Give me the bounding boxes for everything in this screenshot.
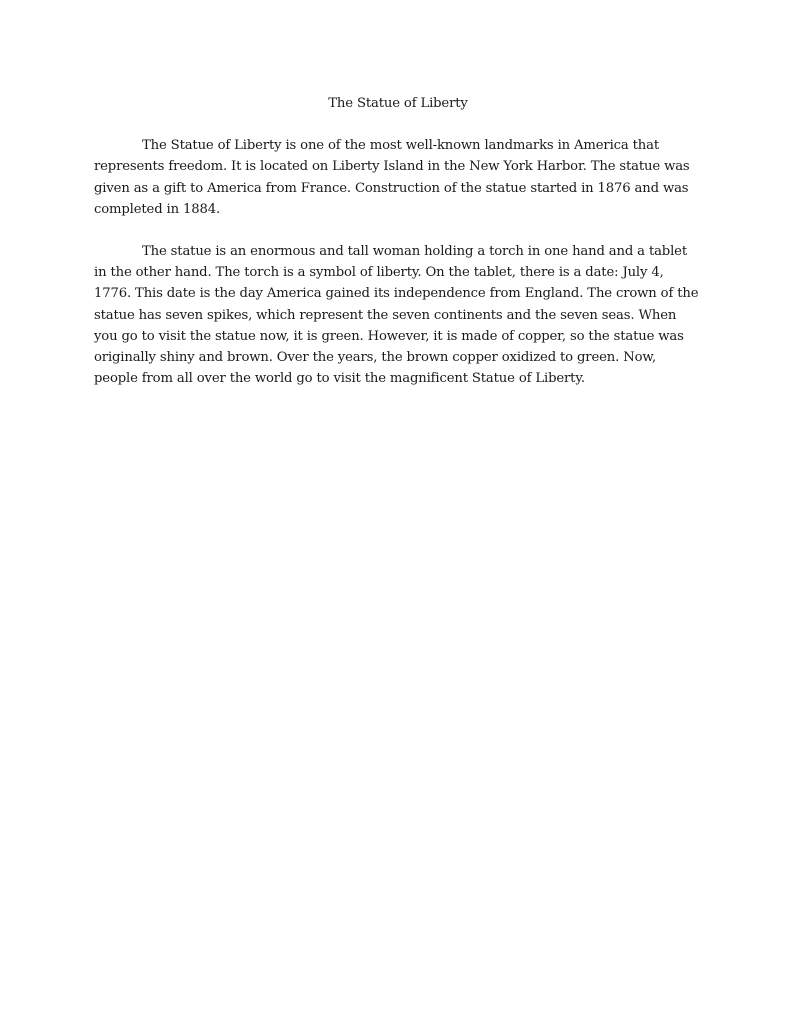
document-body — [94, 93, 702, 389]
paragraph-intro: The Statue of Liberty is one of the most well-known landmarks in America that represents freedom. It is located on Liberty Island in the New York Harbor. The statue was given as a gift to America from France. Construction of the statue started in 1876 and was completed in 1884. — [94, 138, 690, 217]
paragraph-description: The statue is an enormous and tall woman holding a torch in one hand and a tablet in the other hand. The torch is a symbol of liberty. On the tablet, there is a date: July 4, 1776. This date is the day America gained its independence from England. The crown of the statue has seven spikes, which represent the seven continents and the seven seas. When you go to visit the statue now, it is green. However, it is made of copper, so the statue was originally shiny and brown. Over the years, the brown copper oxidized to green. Now, people from all over the world go to visit the magnificent Statue of Liberty. — [94, 244, 699, 387]
document-title: The Statue of Liberty — [328, 96, 468, 111]
